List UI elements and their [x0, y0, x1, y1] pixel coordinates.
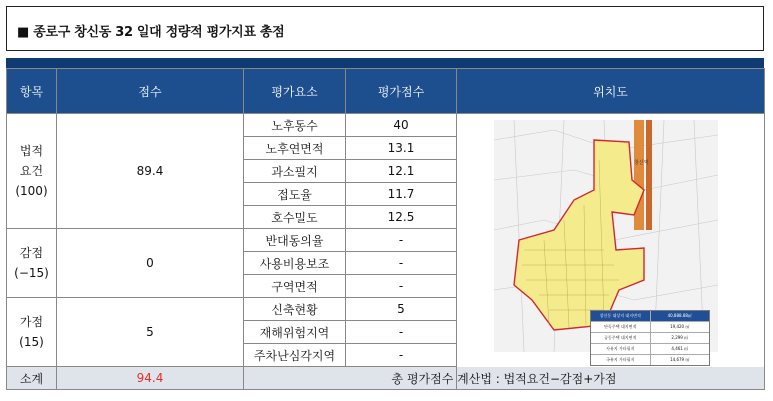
header-score: 점수 — [57, 69, 244, 114]
factor-value: - — [346, 252, 457, 275]
factor-value: - — [346, 229, 457, 252]
factor-label: 호수밀도 — [244, 206, 346, 229]
factor-value: 13.1 — [346, 137, 457, 160]
legend-value: 14,679 ㎡ — [670, 357, 690, 362]
summary-score: 94.4 — [57, 367, 244, 390]
factor-label: 주차난심각지역 — [244, 344, 346, 367]
factor-label: 구역면적 — [244, 275, 346, 298]
group-label-bonus: 가점 (15) — [7, 298, 57, 367]
group-label-deduction: 감점 (−15) — [7, 229, 57, 298]
summary-label: 소계 — [7, 367, 57, 390]
station-label: 창신역 — [634, 160, 649, 166]
factor-value: - — [346, 344, 457, 367]
header-factor: 평가요소 — [244, 69, 346, 114]
summary-formula: 총 평가점수 계산법 : 법적요건−감점+가점 — [244, 367, 765, 390]
evaluation-table — [6, 68, 765, 390]
legend-value: 19,420 ㎡ — [670, 324, 690, 329]
map-legend — [590, 310, 710, 366]
factor-label: 접도율 — [244, 183, 346, 206]
factor-value: - — [346, 275, 457, 298]
legend-row — [591, 311, 709, 321]
legend-value: 4,461 ㎡ — [671, 346, 689, 351]
factor-label: 과소필지 — [244, 160, 346, 183]
location-map-cell — [457, 114, 765, 390]
header-location-map: 위치도 — [457, 69, 765, 114]
factor-label: 노후연면적 — [244, 137, 346, 160]
factor-value: 12.5 — [346, 206, 457, 229]
header-category: 항목 — [7, 69, 57, 114]
factor-value: 12.1 — [346, 160, 457, 183]
legend-value: 40,888.88㎡ — [667, 313, 692, 318]
group-label-legal: 법적 요건 (100) — [7, 114, 57, 229]
factor-label: 재해위험지역 — [244, 321, 346, 344]
legend-key: 국유지 가타필지 — [591, 355, 651, 365]
legend-row — [591, 354, 709, 365]
page-title: ■ 종로구 창신동 32 일대 정량적 평가지표 총점 — [17, 25, 285, 40]
legend-key: 창신동 대상지 대지면적 — [591, 311, 651, 321]
factor-value: - — [346, 321, 457, 344]
group-score-legal: 89.4 — [57, 114, 244, 229]
table-header-row — [7, 69, 765, 114]
factor-label: 사용비용보조 — [244, 252, 346, 275]
legend-value: 2,299 ㎡ — [671, 335, 689, 340]
legend-key: 단독주택 대지면적 — [591, 322, 651, 332]
legend-key: 공동주택 대지면적 — [591, 333, 651, 343]
location-map — [494, 120, 718, 362]
legend-row — [591, 343, 709, 354]
title-box — [6, 6, 764, 51]
header-factor-score: 평가점수 — [346, 69, 457, 114]
header-accent-bar — [6, 58, 764, 68]
factor-label: 반대동의율 — [244, 229, 346, 252]
factor-value: 11.7 — [346, 183, 457, 206]
table-row — [7, 114, 765, 137]
factor-value: 40 — [346, 114, 457, 137]
legend-row — [591, 321, 709, 332]
factor-value: 5 — [346, 298, 457, 321]
legend-row — [591, 332, 709, 343]
factor-label: 신축현황 — [244, 298, 346, 321]
legend-key: 사유지 가타필지 — [591, 344, 651, 354]
factor-label: 노후동수 — [244, 114, 346, 137]
group-score-deduction: 0 — [57, 229, 244, 298]
group-score-bonus: 5 — [57, 298, 244, 367]
